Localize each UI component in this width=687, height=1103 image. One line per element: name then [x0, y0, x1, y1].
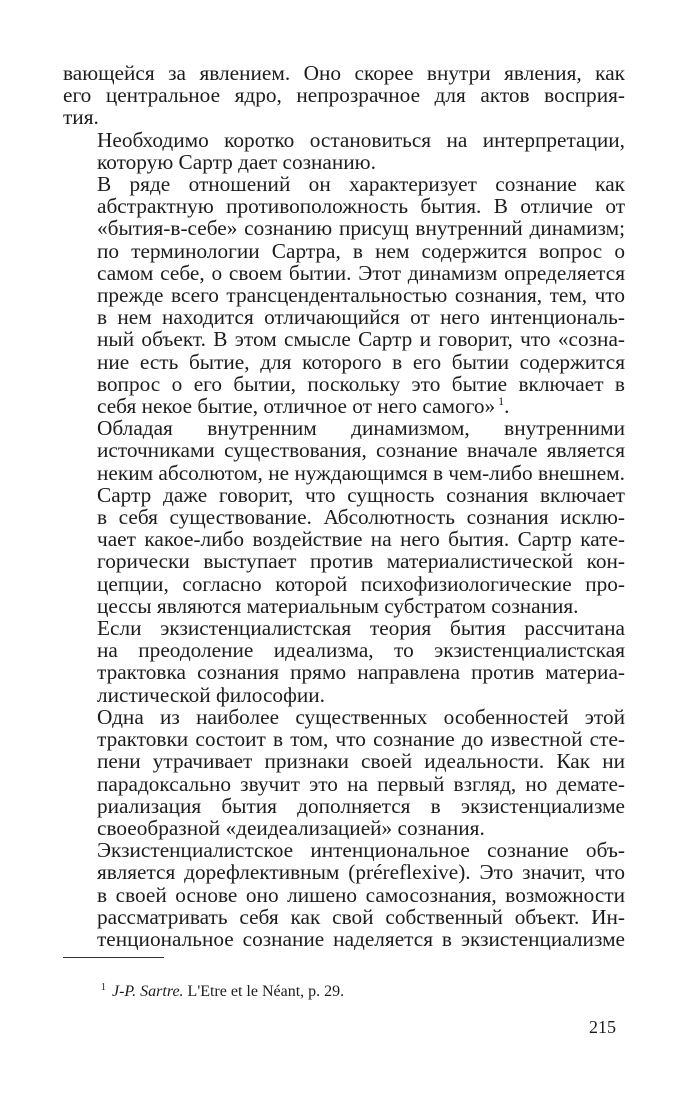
text-line: его центральное ядро, непрозрачное для актов восприя-	[63, 83, 625, 108]
text-line: Сартр даже говорит, что сущность сознания включает	[97, 482, 625, 507]
text-line: парадоксально звучит это на первый взгляд, но демате-	[97, 771, 625, 796]
footnote	[101, 982, 344, 1001]
text-line: цессы являются материальным субстратом сознания.	[97, 593, 579, 618]
page-number: 215	[589, 1017, 616, 1037]
text-line: самом себе, о своем бытии. Этот динамизм определяется	[97, 260, 625, 285]
text-line: Если экзистенциалистская теория бытия рассчитана	[97, 616, 625, 641]
text-line: в нем находится отличающийся от него интенциональ-	[97, 305, 625, 330]
text-line: в себя существование. Абсолютность сознания исклю-	[97, 505, 625, 530]
text-line: источниками существования, сознание вначале является	[97, 438, 625, 463]
text-line: трактовка сознания прямо направлена против материа-	[97, 660, 625, 685]
footnote-separator	[63, 957, 164, 958]
paragraph	[63, 839, 625, 950]
text-line: которую Сартр дает сознанию.	[97, 149, 376, 174]
paragraph	[63, 706, 625, 839]
paragraph	[63, 617, 625, 706]
text-line: листической философии.	[97, 682, 325, 707]
text-line: Обладая внутренним динамизмом, внутренними	[97, 416, 625, 441]
text-line: на преодоление идеализма, то экзистенциалистская	[97, 638, 625, 663]
text-line: вающейся за явлением. Оно скорее внутри явления, как	[63, 61, 625, 85]
text-line: является дорефлективным (préreflexive). Это значит, что	[97, 860, 625, 885]
text-line: трактовки состоит в том, что сознание до известной сте-	[97, 727, 625, 752]
text-line: пени утрачивает признаки своей идеальности. Как ни	[97, 749, 625, 774]
text-line: рассматривать себя как свой собственный объект. Ин-	[97, 904, 625, 929]
paragraph	[63, 62, 625, 129]
line-text: себя некое бытие, отличное от него самого»	[97, 394, 496, 419]
text-line: по терминологии Сартра, в нем содержится вопрос о	[97, 238, 625, 263]
text-line: вопрос о его бытии, поскольку это бытие включает в	[97, 371, 625, 396]
footnote-author: J-P. Sartre.	[112, 983, 184, 1000]
paragraph	[63, 417, 625, 617]
text-line: горически выступает против материалистической кон-	[97, 549, 625, 574]
text-line: тия.	[63, 105, 99, 130]
text-line: Экзистенциалистское интенциональное сознание объ-	[97, 838, 625, 863]
text-line: чает какое-либо воздействие на него бытия. Сартр кате-	[97, 527, 625, 552]
text-line: в своей основе оно лишено самосознания, возможности	[97, 882, 625, 907]
text-line: «бытия-в-себе» сознанию присущ внутренний динамизм;	[97, 216, 625, 241]
footnote-mark: 1	[101, 982, 106, 993]
text-line: себя некое бытие, отличное от него самого» $^1$.	[97, 394, 510, 419]
text-line: тенциональное сознание наделяется в экзистенциализме	[97, 926, 625, 951]
text-line: ный объект. В этом смысле Сартр и говорит, что «созна-	[97, 327, 625, 352]
text-line: В ряде отношений он характеризует сознание как	[97, 172, 625, 197]
text-line: ние есть бытие, для которого в его бытии содержится	[97, 349, 625, 374]
text-line: прежде всего трансцендентальностью сознания, тем, что	[97, 283, 625, 308]
paragraph	[63, 129, 625, 173]
text-line: риализация бытия дополняется в экзистенциализме	[97, 793, 625, 818]
text-line: цепции, согласно которой психофизиологические про-	[97, 571, 625, 596]
footnote-text: L'Etre et le Néant, p. 29.	[187, 983, 345, 1000]
paragraph	[63, 173, 625, 417]
text-line: неким абсолютом, не нуждающимся в чем-либо внешнем.	[97, 460, 625, 485]
text-line: абстрактную противоположность бытия. В отличие от	[97, 194, 625, 219]
page-body	[63, 62, 625, 950]
text-line: Необходимо коротко остановиться на интерпретации,	[97, 127, 625, 152]
text-line: Одна из наиболее существенных особенностей этой	[97, 704, 625, 729]
text-line: своеобразной «деидеализацией» сознания.	[97, 815, 485, 840]
footnote-reference[interactable]: 1	[495, 394, 505, 409]
